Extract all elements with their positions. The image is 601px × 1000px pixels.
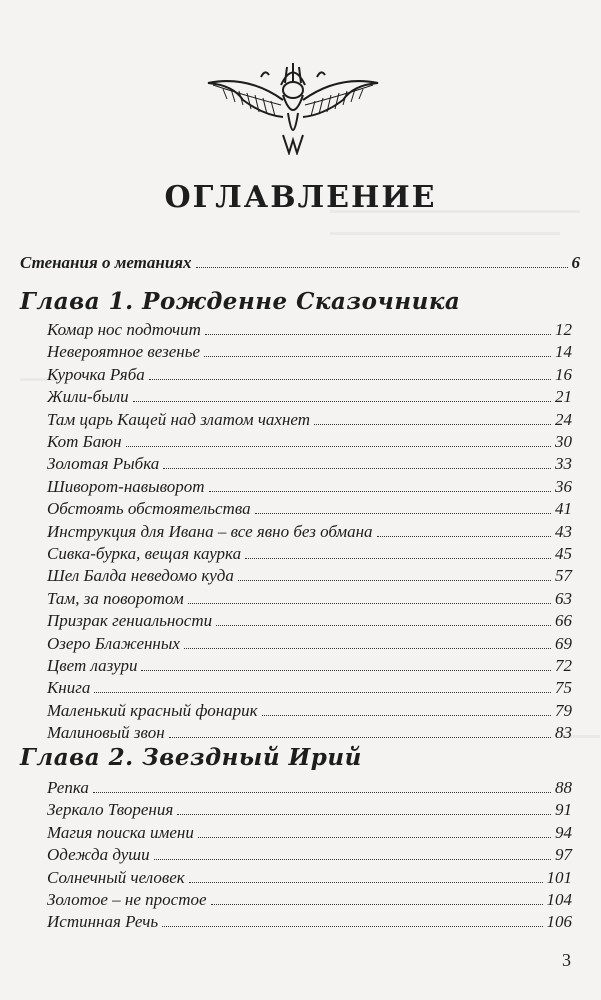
toc-entry-page: 83 [555, 723, 572, 743]
dot-leader [189, 881, 543, 883]
dot-leader [154, 858, 551, 860]
toc-entry-title: Малиновый звон [47, 723, 165, 743]
toc-entry[interactable] [47, 633, 572, 654]
toc-entry[interactable] [47, 911, 572, 932]
toc-entry-title: Репка [47, 778, 89, 797]
toc-entry[interactable] [47, 722, 572, 743]
toc-entry-title: Истинная Речь [47, 912, 159, 932]
toc-entry-title: Озеро Блаженных [47, 633, 180, 653]
dot-leader [126, 445, 551, 447]
toc-entry-page: 101 [546, 867, 572, 887]
toc-entry[interactable] [47, 610, 572, 631]
toc-entry-page: 104 [546, 890, 572, 909]
toc-entry[interactable] [47, 700, 572, 721]
dot-leader [196, 266, 568, 268]
dot-leader [188, 602, 551, 604]
dot-leader [377, 535, 551, 537]
toc-entry[interactable] [47, 889, 572, 910]
toc-entry-page: 63 [555, 588, 572, 608]
toc-entry-title: Кот Баюн [47, 432, 122, 451]
toc-entry-title: Зеркало Творения [47, 800, 174, 820]
dot-leader [238, 579, 551, 581]
chapter-heading: Глава 1. Рожденне Сказочника [20, 288, 461, 315]
dot-leader [93, 791, 551, 793]
toc-entry-title: Жили-были [47, 387, 129, 407]
toc-entry-page: 43 [555, 521, 572, 541]
toc-entry[interactable] [47, 543, 572, 564]
toc-title: ОГЛАВЛЕНИЕ [164, 180, 437, 215]
dot-leader [216, 624, 551, 626]
bird-ornament-icon [203, 55, 383, 155]
dot-leader [141, 669, 551, 671]
toc-entry-title: Инструкция для Ивана – все явно без обмана [47, 521, 373, 541]
toc-entry[interactable] [47, 822, 572, 843]
dot-leader [149, 378, 551, 380]
toc-entry-title: Обстоять обстоятельства [47, 499, 251, 519]
toc-entry-page: 33 [555, 454, 572, 474]
toc-entry-page: 16 [555, 364, 572, 384]
toc-entry-page: 45 [555, 544, 572, 563]
toc-entry-page: 12 [555, 320, 572, 339]
dot-leader [133, 400, 551, 402]
toc-entry[interactable] [47, 655, 572, 676]
toc-entry-title: Шиворот-навыворот [47, 476, 205, 496]
dot-leader [204, 355, 551, 357]
toc-entry[interactable] [47, 341, 572, 362]
dot-leader [94, 691, 551, 693]
page-number: 3 [562, 950, 571, 970]
toc-entry-title: Шел Балда неведомо куда [47, 566, 234, 586]
toc-entry[interactable] [47, 844, 572, 865]
dot-leader [211, 903, 543, 905]
chapter-heading: Глава 2. Звездный Ирий [20, 744, 362, 771]
toc-entry-title: Солнечный человек [47, 867, 185, 887]
toc-entry-page: 91 [555, 800, 572, 820]
dot-leader [162, 925, 542, 927]
toc-entry-title: Там, за поворотом [47, 588, 184, 608]
toc-entry[interactable] [47, 498, 572, 519]
toc-entry[interactable] [47, 386, 572, 407]
toc-entry-page: 41 [555, 499, 572, 519]
toc-entry-title: Курочка Ряба [47, 364, 145, 384]
toc-entry-page: 14 [555, 342, 572, 362]
toc-entry-page: 75 [555, 678, 572, 698]
toc-entry-page: 66 [555, 611, 572, 631]
toc-entry-page: 21 [555, 387, 572, 407]
toc-entry-page: 94 [555, 822, 572, 842]
toc-entry-title: Стенания о метаниях [20, 253, 192, 272]
dot-leader [209, 490, 551, 492]
toc-entry[interactable] [47, 799, 572, 820]
dot-leader [198, 836, 551, 838]
toc-entry-title: Там царь Кащей над златом чахнет [47, 409, 311, 429]
toc-entry-page: 30 [555, 432, 572, 451]
toc-entry-title: Золотое – не простое [47, 890, 207, 909]
toc-entry-page: 106 [546, 912, 572, 932]
toc-entry-title: Цвет лазури [47, 656, 138, 675]
toc-entry-title: Одежда души [47, 845, 150, 865]
toc-entry[interactable] [47, 431, 572, 452]
toc-entry[interactable] [47, 409, 572, 430]
toc-entry[interactable] [47, 588, 572, 609]
dot-leader [262, 714, 551, 716]
toc-entry-title: Невероятное везенье [47, 342, 201, 362]
toc-entry[interactable] [47, 777, 572, 798]
toc-entry[interactable] [47, 319, 572, 340]
toc-entry-page: 97 [555, 845, 572, 865]
toc-entry-title: Книга [47, 678, 91, 698]
dot-leader [184, 647, 551, 649]
dot-leader [255, 512, 551, 514]
toc-entry-page: 79 [555, 700, 572, 720]
dot-leader [205, 333, 551, 335]
toc-entry-page: 69 [555, 633, 572, 653]
toc-entry[interactable] [47, 565, 572, 586]
toc-entry-title: Магия поиска имени [47, 822, 194, 842]
toc-entry-title: Золотая Рыбка [47, 454, 160, 474]
dot-leader [169, 736, 551, 738]
toc-entry-page: 57 [555, 566, 572, 586]
toc-entry-title: Сивка-бурка, вещая каурка [47, 544, 242, 563]
dot-leader [177, 813, 551, 815]
toc-entry-title: Комар нос подточит [47, 320, 201, 339]
toc-entry[interactable] [47, 677, 572, 698]
toc-intro-line[interactable] [20, 252, 580, 273]
toc-entry-page: 6 [571, 253, 580, 272]
toc-entry-page: 36 [555, 476, 572, 496]
dot-leader [314, 423, 551, 425]
toc-entry-title: Призрак гениальности [47, 611, 213, 631]
toc-entry-title: Маленький красный фонарик [47, 700, 258, 720]
toc-entry-page: 88 [555, 778, 572, 797]
toc-entry[interactable] [47, 364, 572, 385]
dot-leader [163, 467, 551, 469]
toc-entry[interactable] [47, 453, 572, 474]
toc-entry[interactable] [47, 476, 572, 497]
toc-entry-page: 24 [555, 409, 572, 429]
toc-entry[interactable] [47, 521, 572, 542]
toc-entry-page: 72 [555, 656, 572, 675]
toc-entry[interactable] [47, 867, 572, 888]
dot-leader [245, 557, 551, 559]
